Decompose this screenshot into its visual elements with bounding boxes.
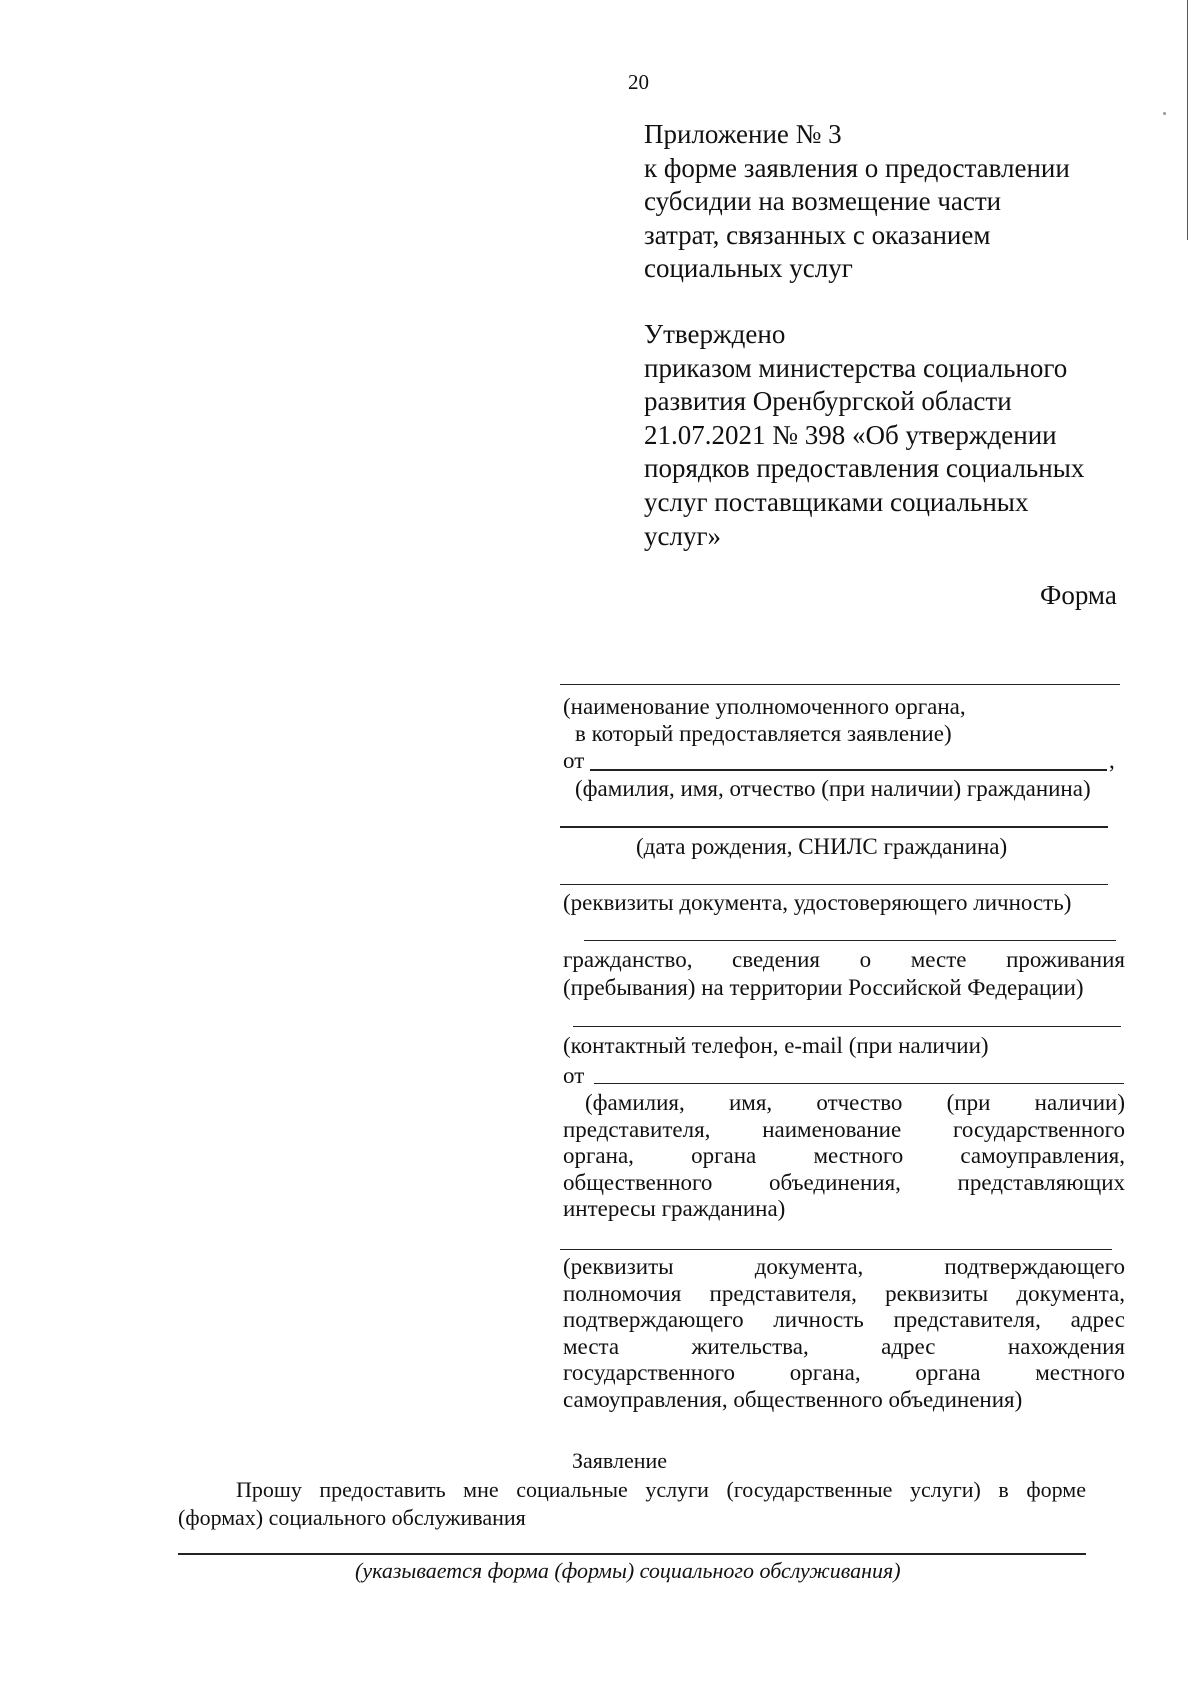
approval-line: порядков предоставления социальных — [644, 453, 1085, 484]
id-document-blank-line — [560, 884, 1108, 885]
citizen-name-caption: (фамилия, имя, отчество (при наличии) гражданина) — [575, 776, 1091, 801]
citizen-name-blank-line — [590, 769, 1107, 771]
authority-caption: в который предоставляется заявление) — [575, 721, 952, 746]
representative-caption-line: (фамилия, имя, отчество (при наличии) — [585, 1090, 1125, 1115]
approval-line: 21.07.2021 № 398 «Об утверждении — [644, 419, 1057, 450]
rep-document-caption-line: самоуправления, общественного объединения) — [563, 1386, 1023, 1412]
approval-title: Утверждено — [644, 319, 786, 349]
contacts-caption: (контактный телефон, e-mail (при наличии) — [563, 1033, 989, 1058]
representative-caption-line: интересы гражданина) — [563, 1196, 786, 1221]
statement-text-line: (формах) социального обслуживания — [178, 1505, 526, 1530]
representative-caption — [563, 1090, 1125, 1223]
statement-text-line: Прошу предоставить мне социальные услуги (государственные услуги) в форме — [236, 1477, 1086, 1502]
statement-title: Заявление — [572, 1448, 668, 1473]
representative-caption-line: представителя, наименование государственного — [563, 1116, 1125, 1142]
authority-blank-line — [560, 684, 1120, 685]
rep-document-caption — [563, 1254, 1125, 1413]
appendix-title: Приложение № 3 — [644, 119, 842, 149]
from-label: от — [563, 1063, 585, 1088]
birth-snils-blank-line — [560, 826, 1108, 828]
representative-caption-line: органа, органа местного самоуправления, — [563, 1143, 1125, 1168]
birth-snils-caption: (дата рождения, СНИЛС гражданина) — [636, 834, 1008, 859]
rep-document-caption-line: (реквизиты документа, подтверждающего — [563, 1254, 1125, 1279]
authority-caption: (наименование уполномоченного органа, — [563, 694, 966, 719]
rep-document-caption-line: места жительства, адрес нахождения — [563, 1333, 1125, 1359]
approval-line: услуг поставщиками социальных — [644, 486, 1029, 517]
citizenship-blank-line — [584, 940, 1116, 941]
representative-blank-line — [594, 1083, 1124, 1084]
service-form-blank-line — [178, 1553, 1086, 1555]
contacts-blank-line — [573, 1026, 1121, 1027]
scan-dot — [1163, 112, 1166, 115]
comma-mark: , — [1109, 748, 1115, 773]
rep-document-caption-line: подтверждающего личность представителя, адрес — [563, 1307, 1125, 1332]
appendix-block — [644, 118, 1164, 286]
rep-document-caption-line: государственного органа, органа местного — [563, 1360, 1125, 1385]
rep-document-blank-line — [560, 1249, 1112, 1250]
page-number: 20 — [628, 70, 649, 94]
citizenship-caption: гражданство, сведения о месте проживания — [563, 947, 1125, 972]
approval-line: приказом министерства социального — [644, 352, 1068, 383]
service-form-caption: (указывается форма (формы) социального обслуживания) — [355, 1558, 901, 1583]
appendix-line: социальных услуг — [644, 253, 853, 284]
approval-line: развития Оренбургской области — [644, 386, 1012, 417]
appendix-line: затрат, связанных с оказанием — [644, 219, 991, 250]
from-label: от — [563, 748, 585, 773]
scan-edge-line — [1187, 0, 1188, 240]
approval-line: услуг» — [644, 520, 722, 551]
citizenship-caption: (пребывания) на территории Российской Федерации) — [563, 975, 1084, 1000]
id-document-caption: (реквизиты документа, удостоверяющего личность) — [563, 890, 1072, 915]
appendix-line: к форме заявления о предоставлении — [644, 152, 1070, 183]
representative-caption-line: общественного объединения, представляющих — [563, 1169, 1125, 1195]
appendix-line: субсидии на возмещение части — [644, 186, 1002, 217]
form-label: Форма — [1040, 580, 1117, 610]
rep-document-caption-line: полномочия представителя, реквизиты документа, — [563, 1280, 1125, 1306]
approval-block — [644, 318, 1164, 553]
